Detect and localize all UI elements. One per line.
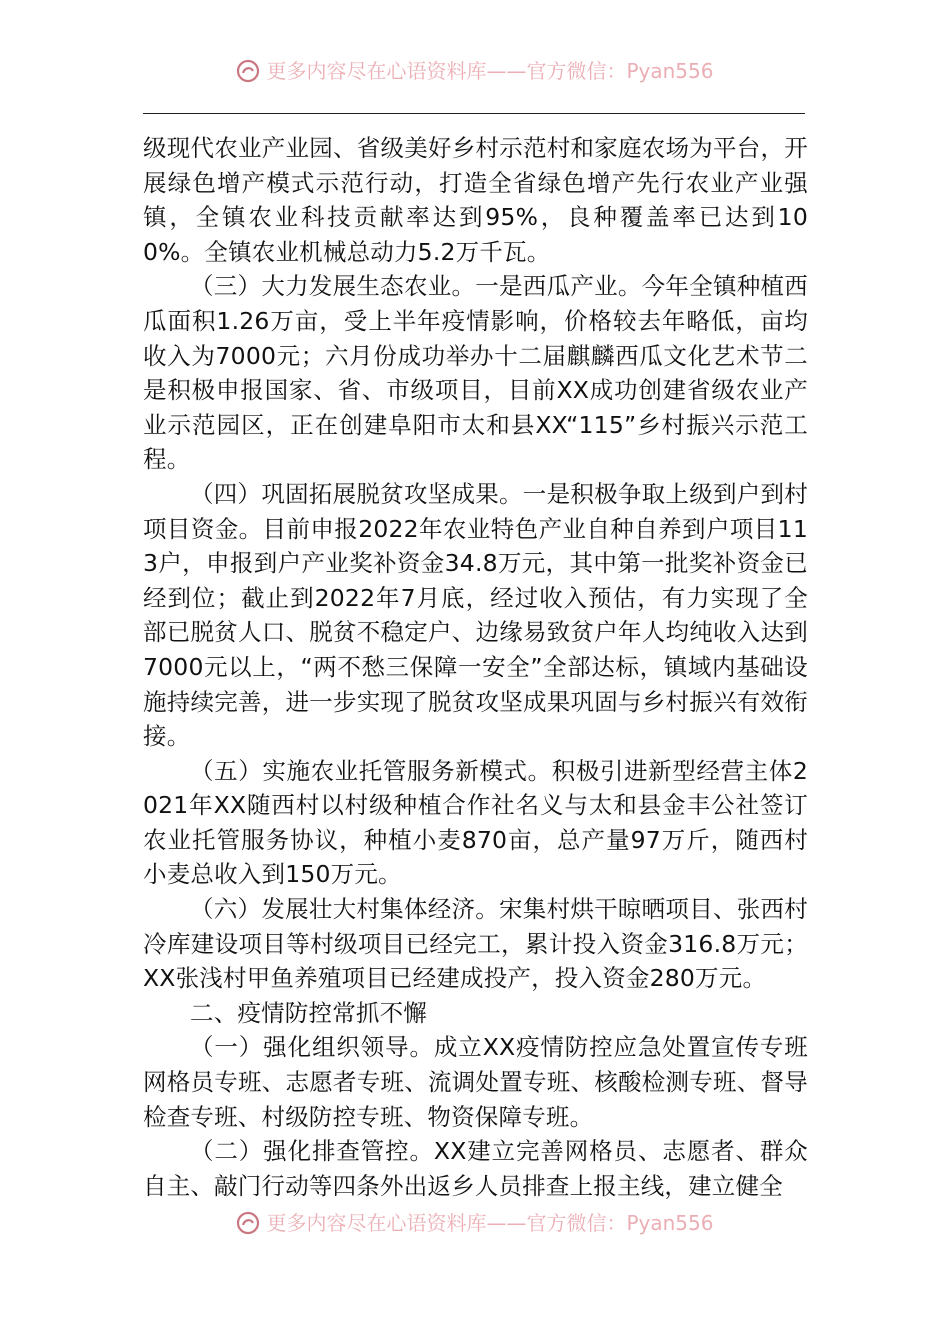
logo-icon	[236, 59, 260, 83]
header-divider	[143, 113, 805, 114]
paragraph-ecological-agriculture: （三）大力发展生态农业。一是西瓜产业。今年全镇种植西瓜面积1.26万亩，受上半年疫情影响，价格较去年略低，亩均收入为7000元；六月份成功举办十二届麒麟西瓜文化艺术节二是积极申报国家、省、市级项目，目前XX成功创建省级农业产业示范园区，正在创建阜阳市太和县XX“115”乡村振兴示范工程。	[143, 272, 808, 474]
paragraph-organization-leadership: （一）强化组织领导。成立XX疫情防控应急处置宣传专班网格员专班、志愿者专班、流调处置专班、核酸检测专班、督导检查专班、村级防控专班、物资保障专班。	[143, 1033, 808, 1131]
paragraph-screening-control: （二）强化排查管控。XX建立完善网格员、志愿者、群众自主、敲门行动等四条外出返乡人员排查上报主线，建立健全	[143, 1137, 808, 1200]
section-heading-epidemic: 二、疫情防控常抓不懈	[190, 998, 427, 1027]
paragraph-poverty-alleviation: （四）巩固拓展脱贫攻坚成果。一是积极争取上级到户到村项目资金。目前申报2022年农业特色产业自种自养到户项目113户，申报到户产业奖补资金34.8万元，其中第一批奖补资金已经到位；截止到2022年7月底，经过收入预估，有力实现了全部已脱贫人口、脱贫不稳定户、边缘易致贫户年人均纯收入达到7000元以上，“两不愁三保障一安全”全部达标，镇域内基础设施持续完善，进一步实现了脱贫攻坚成果巩固与乡村振兴有效衔接。	[143, 479, 808, 751]
paragraph-collective-economy: （六）发展壮大村集体经济。宋集村烘干晾晒项目、张西村冷库建设项目等村级项目已经完工，累计投入资金316.8万元；XX张浅村甲鱼养殖项目已经建成投产，投入资金280万元。	[143, 895, 808, 993]
paragraph-continuation: 级现代农业产业园、省级美好乡村示范村和家庭农场为平台，开展绿色增产模式示范行动，打造全省绿色增产先行农业产业强镇，全镇农业科技贡献率达到95%，良种覆盖率已达到100%。全镇农业机械总动力5.2万千瓦。	[143, 134, 808, 266]
watermark-header	[0, 58, 950, 84]
paragraph-agricultural-trusteeship: （五）实施农业托管服务新模式。积极引进新型经营主体2021年XX随西村以村级种植合作社名义与太和县金丰公社签订农业托管服务协议，种植小麦870亩，总产量97万斤，随西村小麦总收入到150万元。	[143, 756, 808, 889]
watermark-text: 更多内容尽在心语资料库——官方微信：Pyan556	[266, 59, 714, 83]
document-body	[143, 131, 808, 1203]
watermark-text: 更多内容尽在心语资料库——官方微信：Pyan556	[266, 1211, 714, 1235]
logo-icon	[236, 1211, 260, 1235]
watermark-footer	[0, 1210, 950, 1236]
